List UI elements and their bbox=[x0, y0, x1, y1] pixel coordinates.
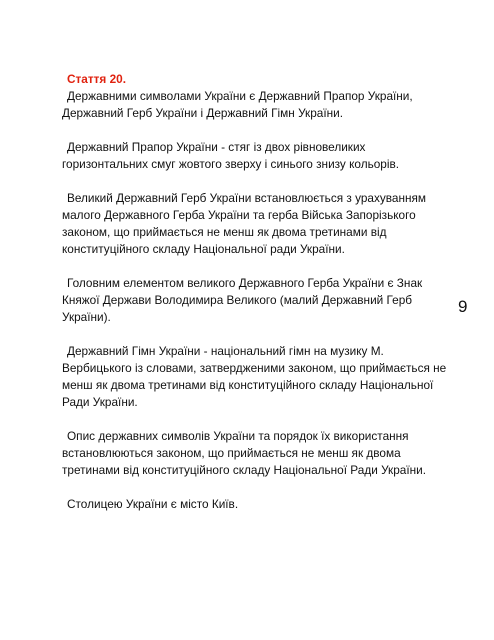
text-line: Столицею України є місто Київ. bbox=[67, 497, 239, 511]
text-line: Державними символами України є Державний Прапор України, bbox=[67, 89, 413, 103]
text-line: Ради України. bbox=[62, 395, 138, 409]
paragraph-main-element bbox=[62, 275, 442, 326]
text-line: Опис державних символів України та порядок їх використання bbox=[67, 429, 409, 443]
text-line: Великий Державний Герб України встановлюється з урахуванням bbox=[67, 191, 426, 205]
text-line: конституційного складу Національної ради України. bbox=[62, 242, 345, 256]
article-heading: Стаття 20. bbox=[67, 72, 126, 86]
text-line: горизонтальних смуг жовтого зверху і синього знизу кольорів. bbox=[62, 157, 400, 171]
text-line: Княжої Держави Володимира Великого (малий Державний Герб bbox=[62, 293, 413, 307]
text-line: України). bbox=[62, 310, 111, 324]
text-line: малого Державного Герба України та герба Війська Запорізького bbox=[62, 208, 416, 222]
text-line: Вербицького із словами, затвердженими законом, що приймається не bbox=[62, 361, 447, 375]
paragraph-great-coat-of-arms bbox=[62, 190, 442, 258]
paragraph-state-flag bbox=[62, 139, 442, 173]
text-line: встановлюються законом, що приймається не менш як двома bbox=[62, 446, 401, 460]
text-line: Державний Прапор України - стяг із двох рівновеликих bbox=[67, 140, 366, 154]
paragraph-gap bbox=[62, 326, 442, 343]
paragraph-gap bbox=[62, 258, 442, 275]
text-line: третинами від конституційного складу Національної Ради України. bbox=[62, 463, 426, 477]
paragraph-capital bbox=[62, 496, 442, 513]
paragraph-gap bbox=[62, 479, 442, 496]
text-line: Державний Гімн України - національний гімн на музику М. bbox=[67, 344, 384, 358]
paragraph-state-symbols bbox=[62, 88, 442, 122]
paragraph-gap bbox=[62, 173, 442, 190]
paragraph-gap bbox=[62, 122, 442, 139]
text-line: Головним елементом великого Державного Герба України є Знак bbox=[67, 276, 423, 290]
text-line: менш як двома третинами від конституційного складу Національної bbox=[62, 378, 434, 392]
paragraph-symbols-description bbox=[62, 428, 442, 479]
article-20 bbox=[62, 71, 447, 513]
paragraph-gap bbox=[62, 411, 442, 428]
page-number: 9 bbox=[458, 297, 468, 316]
text-line: законом, що приймається не менш як двома третинами від bbox=[62, 225, 387, 239]
paragraph-state-anthem bbox=[62, 343, 447, 411]
text-line: Державний Герб України і Державний Гімн України. bbox=[62, 106, 343, 120]
